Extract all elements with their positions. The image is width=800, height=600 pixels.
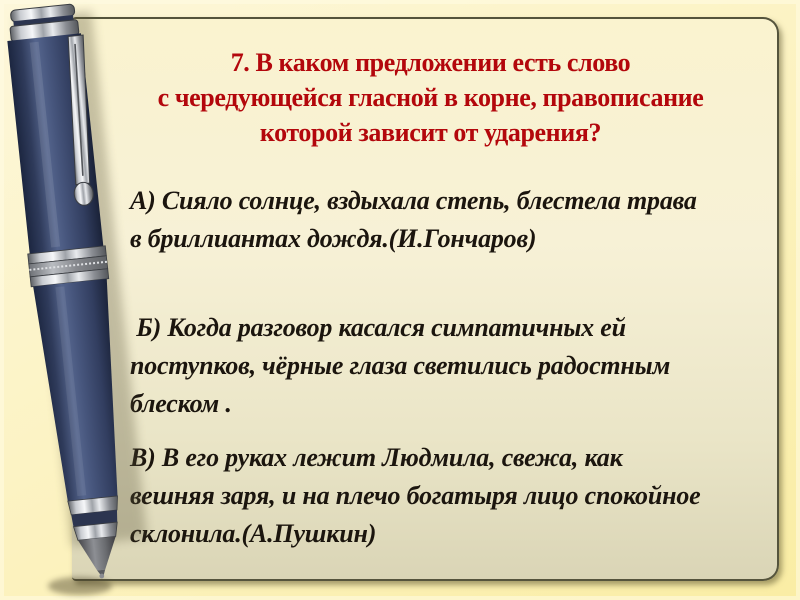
option-line: в бриллиантах дождя.(И.Гончаров)	[130, 224, 537, 253]
question-title-line: с чередующейся гласной в корне, правописание	[157, 83, 704, 112]
option-line: Б) Когда разговор касался симпатичных ей	[130, 313, 626, 342]
question-title-line: 7. В каком предложении есть слово	[230, 48, 631, 77]
option-line: поступков, чёрные глаза светились радостным	[130, 351, 671, 380]
option-line: вешняя заря, и на плечо богатыря лицо спокойное	[130, 481, 701, 510]
question-title-line: которой зависит от ударения?	[259, 118, 602, 147]
pen-tip-shadow	[48, 577, 112, 595]
option-line: блеском .	[130, 389, 232, 418]
option-line: А) Сияло солнце, вздыхала степь, блестела трава	[130, 186, 697, 215]
option-line: В) В его руках лежит Людмила, свежа, как	[130, 443, 623, 472]
option-line: склонила.(А.Пушкин)	[130, 519, 377, 548]
